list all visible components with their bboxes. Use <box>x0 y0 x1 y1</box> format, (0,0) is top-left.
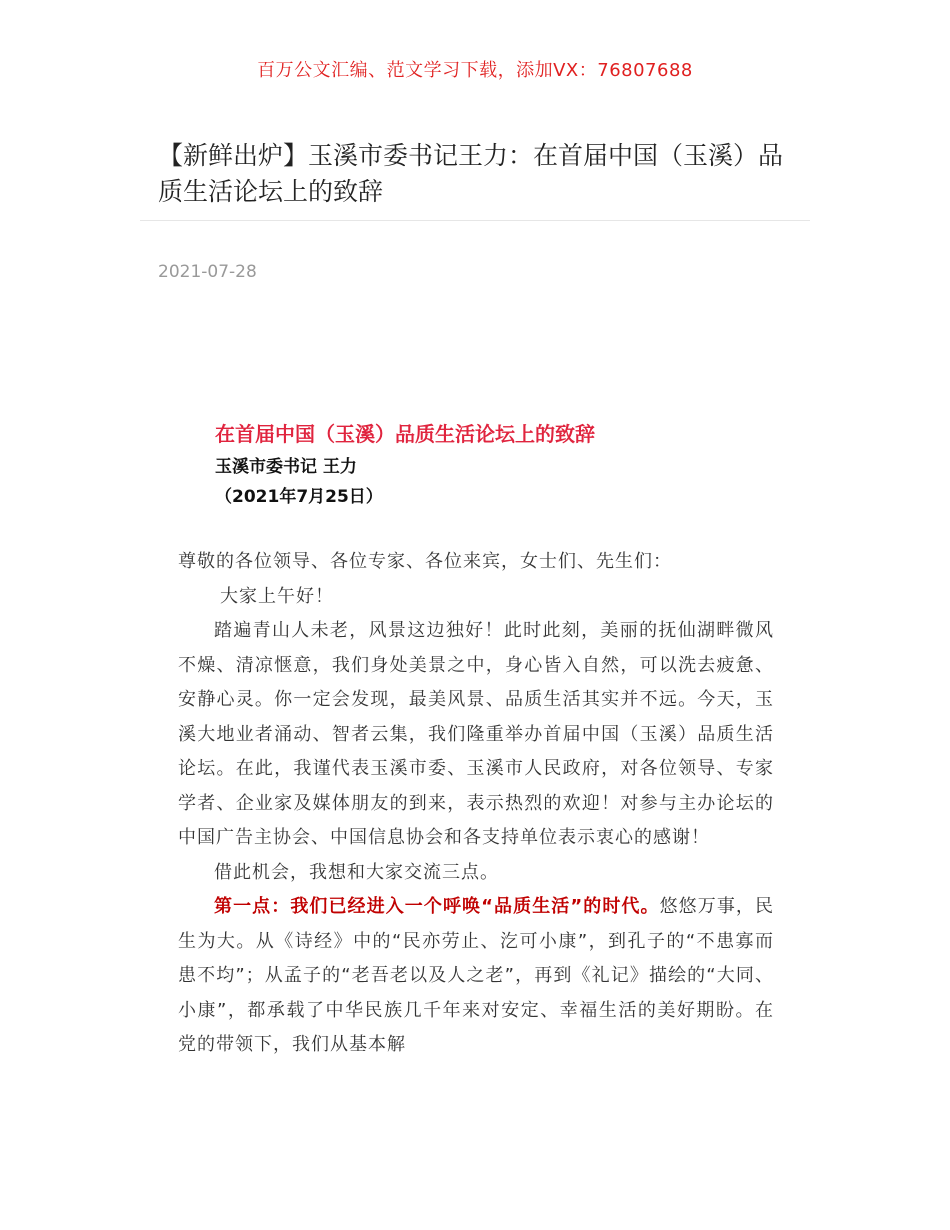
speech-date: （2021年7月25日） <box>215 487 383 507</box>
speech-title: 在首届中国（玉溪）品质生活论坛上的致辞 <box>215 422 595 446</box>
promo-banner: 百万公文汇编、范文学习下载，添加VX：76807688 <box>257 60 693 81</box>
paragraph-point-one <box>178 890 774 1063</box>
title-divider <box>140 220 810 221</box>
paragraph-welcome: 踏遍青山人未老，风景这边独好！此时此刻，美丽的抚仙湖畔微风不燥、清凉惬意，我们身处美景之中，身心皆入自然，可以洗去疲惫、安静心灵。你一定会发现，最美风景、品质生活其实并不远。今天，玉溪大地业者涌动、智者云集，我们隆重举办首届中国（玉溪）品质生活论坛。在此，我谨代表玉溪市委、玉溪市人民政府，对各位领导、专家学者、企业家及媒体朋友的到来，表示热烈的欢迎！对参与主办论坛的中国广告主协会、中国信息协会和各支持单位表示衷心的感谢！ <box>178 620 774 848</box>
point-one-text: 悠悠万事，民生为大。从《诗经》中的“民亦劳止、汔可小康”，到孔子的“不患寡而患不均”；从孟子的“老吾老以及人之老”，再到《礼记》描绘的“大同、小康”，都承载了中华民族几千年来对安定、幸福生活的美好期盼。在党的带领下，我们从基本解 <box>178 896 774 1055</box>
publish-date: 2021-07-28 <box>158 262 257 282</box>
speech-author: 玉溪市委书记 王力 <box>215 457 357 477</box>
greeting: 大家上午好！ <box>220 585 334 607</box>
article-title: 【新鲜出炉】玉溪市委书记王力：在首届中国（玉溪）品质生活论坛上的致辞 <box>158 141 784 206</box>
point-one-heading: 第一点：我们已经进入一个呼唤“品质生活”的时代。 <box>214 896 660 917</box>
salutation: 尊敬的各位领导、各位专家、各位来宾，女士们、先生们： <box>178 551 672 572</box>
paragraph-intro: 借此机会，我想和大家交流三点。 <box>214 861 499 883</box>
speech-body <box>178 545 774 1063</box>
